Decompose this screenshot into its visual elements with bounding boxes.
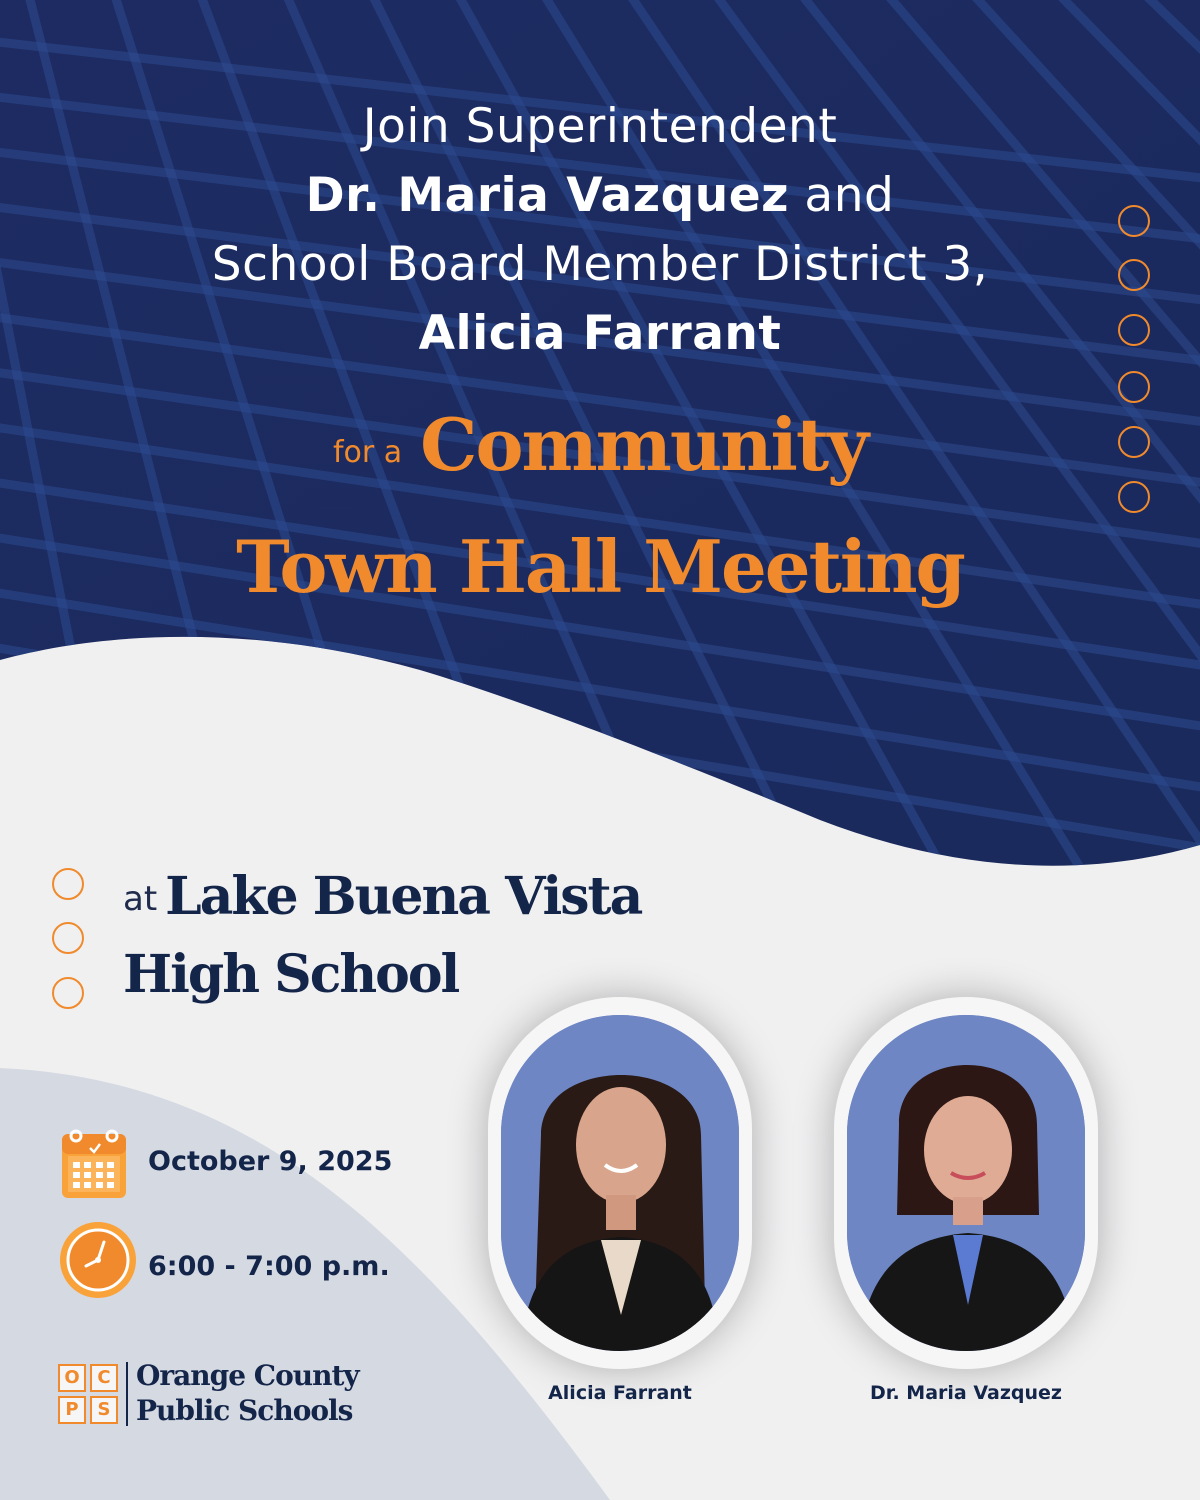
- caption-alicia-farrant: Alicia Farrant: [548, 1382, 692, 1404]
- portrait-alicia-farrant: [501, 1015, 739, 1351]
- logo-letter-p: P: [58, 1396, 86, 1424]
- logo-divider: [126, 1362, 128, 1426]
- calendar-icon: [60, 1126, 128, 1200]
- decor-circle-left-3: [52, 977, 84, 1009]
- logo-wordmark: [136, 1358, 359, 1428]
- headline-line-2: [0, 161, 1200, 230]
- decor-circle-right-2: [1118, 259, 1150, 291]
- venue-line-1: [123, 858, 641, 936]
- portrait-maria-vazquez: [847, 1015, 1085, 1351]
- logo-line-2: Public Schools: [136, 1394, 353, 1427]
- board-member-name: Alicia Farrant: [418, 306, 782, 361]
- event-time: 6:00 - 7:00 p.m.: [148, 1251, 390, 1282]
- event-title-prefix: for a: [332, 435, 403, 470]
- headline-and: and: [788, 168, 895, 223]
- superintendent-name: Dr. Maria Vazquez: [305, 168, 789, 223]
- event-title-community: Community: [420, 402, 867, 487]
- decor-circle-right-1: [1118, 205, 1150, 237]
- caption-maria-vazquez: Dr. Maria Vazquez: [870, 1382, 1062, 1404]
- decor-circle-right-5: [1118, 426, 1150, 458]
- logo-letter-o: O: [58, 1364, 86, 1392]
- photo-frame-maria-vazquez: [834, 997, 1098, 1369]
- photo-frame-alicia-farrant: [488, 997, 752, 1369]
- decor-circle-right-4: [1118, 371, 1150, 403]
- event-date: October 9, 2025: [148, 1146, 393, 1177]
- event-title-line-1: [0, 395, 1200, 495]
- ocps-logo-mark: [58, 1364, 120, 1426]
- venue-prefix: at: [123, 879, 158, 919]
- logo-letter-s: S: [90, 1396, 118, 1424]
- clock-icon: [58, 1220, 138, 1300]
- decor-circle-left-2: [52, 922, 84, 954]
- headline-line-3: School Board Member District 3,: [211, 237, 989, 292]
- venue: [123, 858, 641, 1014]
- decor-circle-left-1: [52, 868, 84, 900]
- event-title: [0, 395, 1200, 617]
- logo-line-1: Orange County: [136, 1359, 359, 1392]
- event-title-line-2: Town Hall Meeting: [236, 524, 964, 609]
- decor-circle-right-6: [1118, 481, 1150, 513]
- decor-circle-right-3: [1118, 314, 1150, 346]
- venue-name-line-2: High School: [123, 944, 459, 1005]
- venue-name-line-1: Lake Buena Vista: [165, 866, 642, 927]
- logo-letter-c: C: [90, 1364, 118, 1392]
- headline-line-1: Join Superintendent: [362, 99, 838, 154]
- headline: [0, 92, 1200, 368]
